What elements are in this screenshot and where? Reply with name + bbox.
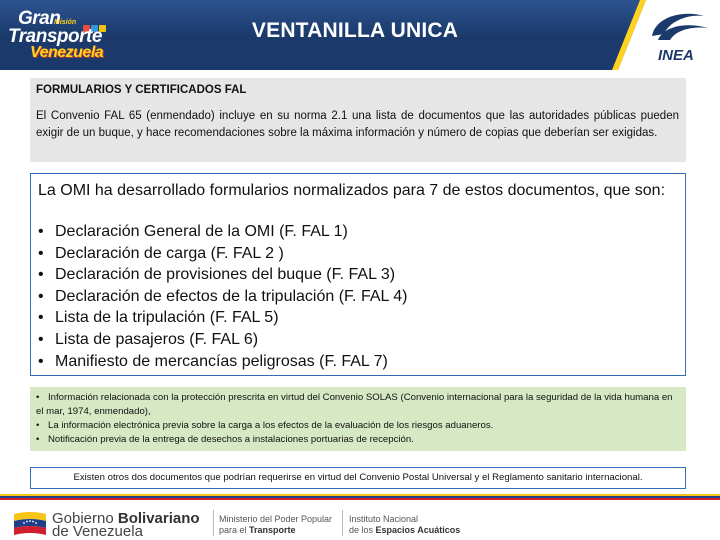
bullet-icon: • xyxy=(36,392,40,403)
inea-logo xyxy=(612,0,720,70)
list-item xyxy=(38,264,407,286)
list-item-label: Lista de pasajeros (F. FAL 6) xyxy=(55,330,259,348)
omi-forms-list xyxy=(38,221,407,372)
ministry-line-1: Ministerio del Poder Popular xyxy=(219,514,333,524)
logo-line-3: Transporte xyxy=(8,26,102,47)
list-item-label: La información electrónica previa sobre la carga a los efectos de la evaluación de los riesgos aduaneros. xyxy=(48,420,494,431)
bullet-icon: • xyxy=(38,287,44,305)
gov-name-line-2: de Venezuela xyxy=(52,523,143,540)
fal-description: El Convenio FAL 65 (enmendado) incluye en su norma 2.1 una lista de documentos que las autoridades públicas pueden exigir de un buque, y hace recomendaciones sobre la máxima información y número de copias que deberían ser exigidas. xyxy=(36,110,679,139)
logo-line-4: Venezuela xyxy=(30,44,104,61)
bullet-icon: • xyxy=(36,434,40,445)
list-item xyxy=(38,286,407,308)
list-item-label: Declaración de efectos de la tripulación (F. FAL 4) xyxy=(55,287,408,305)
fal-heading: FORMULARIOS Y CERTIFICADOS FAL xyxy=(36,84,247,96)
list-item-label: Manifiesto de mercancías peligrosas (F. FAL 7) xyxy=(55,352,388,370)
list-item-label: Información relacionada con la protección prescrita en virtud del Convenio SOLAS (Convenio internacional para la seguridad de la vida humana en el mar, 1974, enmendado), xyxy=(36,392,673,417)
bullet-icon: • xyxy=(38,266,44,284)
note-text: Existen otros dos documentos que podrían requerirse en virtud del Convenio Postal Universal y el Reglamento sanitario internacional. xyxy=(73,472,643,483)
bullet-icon: • xyxy=(38,352,44,370)
list-item-label: Declaración General de la OMI (F. FAL 1) xyxy=(55,223,348,240)
other-documents-note xyxy=(30,467,686,489)
gov-name-bold: Bolivariano xyxy=(117,510,200,527)
institute-normal: de los xyxy=(349,525,376,535)
fal-intro-box xyxy=(30,78,686,162)
omi-forms-box xyxy=(30,173,686,376)
bullet-icon: • xyxy=(38,309,44,327)
header-banner xyxy=(0,0,720,70)
list-item xyxy=(38,351,407,373)
list-item xyxy=(36,391,680,419)
list-item xyxy=(36,433,414,447)
bullet-icon: • xyxy=(38,330,44,348)
bullet-icon: • xyxy=(38,244,44,262)
ministry-bold: Transporte xyxy=(249,525,296,535)
logo-line-1: Gran xyxy=(18,8,61,29)
ministry-normal: para el xyxy=(219,525,250,535)
gov-name-normal: Gobierno xyxy=(52,510,118,527)
omi-forms-intro: La OMI ha desarrollado formularios normalizados para 7 de estos documentos, que son: xyxy=(38,182,666,199)
venezuela-flag-icon xyxy=(12,510,48,537)
logo-line-2: Misión xyxy=(54,19,77,26)
institute-bold: Espacios Acuáticos xyxy=(375,525,461,535)
footer-divider xyxy=(342,510,343,536)
list-item-label: Declaración de provisiones del buque (F. FAL 3) xyxy=(55,266,396,284)
bullet-icon: • xyxy=(36,420,40,431)
list-item-label: Lista de la tripulación (F. FAL 5) xyxy=(55,309,279,327)
list-item xyxy=(36,419,493,433)
bullet-icon: • xyxy=(38,223,44,240)
list-item xyxy=(38,329,407,351)
inea-logo-text: INEA xyxy=(658,47,694,64)
institute-line-1: Instituto Nacional xyxy=(349,514,419,524)
list-item xyxy=(38,221,407,243)
list-item-label: Declaración de carga (F. FAL 2 ) xyxy=(55,244,284,262)
institute-line-2 xyxy=(349,525,460,535)
list-item xyxy=(38,243,407,265)
list-item xyxy=(38,307,407,329)
list-item-label: Notificación previa de la entrega de desechos a instalaciones portuarias de recepción. xyxy=(48,434,414,445)
footer-divider xyxy=(213,510,214,536)
additional-info-box xyxy=(30,387,686,451)
ministry-line-2 xyxy=(219,525,296,535)
page-title-text: VENTANILLA UNICA xyxy=(251,19,459,42)
